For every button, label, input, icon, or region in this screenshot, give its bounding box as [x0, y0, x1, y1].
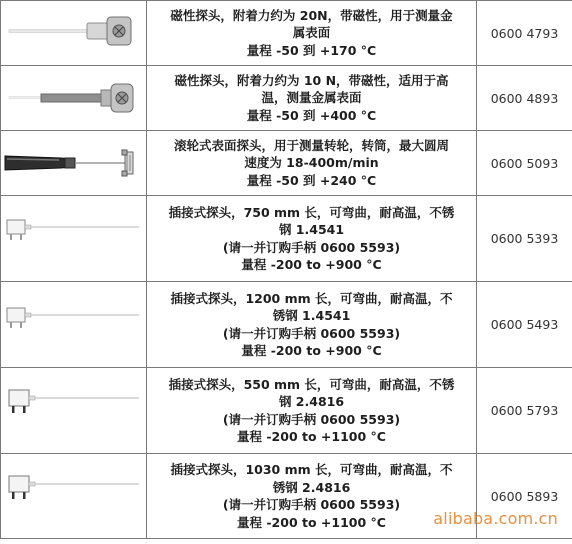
part-number: 0600 5393 — [477, 196, 572, 282]
description-cell — [147, 1, 477, 66]
part-number: 0600 5093 — [477, 131, 572, 196]
handle-order-note: (请一并订购手柄 0600 5593) — [222, 411, 401, 427]
table-row — [1, 1, 572, 66]
measurement-range: 量程 -200 to +1100 °C — [237, 429, 386, 444]
description-line: 插接式探头，550 mm 长，可弯曲，耐高温，不锈 — [168, 376, 455, 392]
description-line: 锈钢 2.4816 — [272, 479, 351, 495]
measurement-range: 量程 -200 to +900 °C — [241, 343, 382, 358]
table-row — [1, 282, 572, 368]
part-number: 0600 5893 — [477, 454, 572, 539]
description-line: 速度为 18-400m/min — [244, 155, 379, 171]
table-row — [1, 66, 572, 131]
part-number: 0600 4793 — [477, 1, 572, 66]
description-line: 属表面 — [292, 25, 331, 41]
magnetic-probe-icon — [1, 1, 146, 65]
plug-in-probe-icon — [1, 196, 146, 281]
plug-in-probe-icon — [1, 282, 146, 367]
description-line: 插接式探头，1200 mm 长，可弯曲，耐高温，不 — [170, 290, 453, 306]
description-cell — [147, 131, 477, 196]
description-line: 温，测量金属表面 — [261, 90, 362, 106]
plug-in-probe-icon — [1, 454, 146, 538]
probe-image-cell — [1, 368, 147, 454]
part-number: 0600 5493 — [477, 282, 572, 368]
probe-image-cell — [1, 1, 147, 66]
description-cell — [147, 368, 477, 454]
description-line: 插接式探头，750 mm 长，可弯曲，耐高温，不锈 — [168, 204, 455, 220]
description-line: 滚轮式表面探头，用于测量转轮，转筒，最大圆周 — [173, 137, 449, 153]
roller-surface-probe-icon — [1, 131, 146, 195]
measurement-range: 量程 -50 到 +170 °C — [246, 42, 377, 58]
description-line: 钢 2.4816 — [278, 394, 345, 409]
description-cell — [147, 454, 477, 539]
plug-in-probe-icon — [1, 368, 146, 453]
description-line: 磁性探头，附着力约为 20N，带磁性，用于测量金 — [170, 7, 453, 23]
description-cell — [147, 196, 477, 282]
handle-order-note: (请一并订购手柄 0600 5593) — [222, 239, 401, 255]
measurement-range: 量程 -50 到 +400 °C — [246, 107, 377, 123]
handle-order-note: (请一并订购手柄 0600 5593) — [222, 497, 401, 512]
table-row — [1, 131, 572, 196]
measurement-range: 量程 -200 to +900 °C — [241, 257, 382, 272]
description-line: 钢 1.4541 — [278, 222, 345, 237]
probe-image-cell — [1, 454, 147, 539]
part-number: 0600 4893 — [477, 66, 572, 131]
description-line: 锈钢 1.4541 — [272, 308, 351, 323]
table-row — [1, 196, 572, 282]
probe-image-cell — [1, 66, 147, 131]
probe-image-cell — [1, 196, 147, 282]
handle-order-note: (请一并订购手柄 0600 5593) — [222, 325, 401, 341]
probe-image-cell — [1, 282, 147, 368]
description-cell — [147, 282, 477, 368]
part-number: 0600 5793 — [477, 368, 572, 454]
measurement-range: 量程 -50 到 +240 °C — [246, 172, 377, 188]
probe-image-cell — [1, 131, 147, 196]
watermark: alibaba.com.cn — [433, 509, 558, 528]
description-cell — [147, 66, 477, 131]
table-row — [1, 368, 572, 454]
magnetic-probe-icon — [1, 66, 146, 130]
measurement-range: 量程 -200 to +1100 °C — [237, 514, 386, 530]
description-line: 磁性探头，附着力约为 10 N，带磁性，适用于高 — [174, 72, 449, 88]
description-line: 插接式探头，1030 mm 长，可弯曲，耐高温，不 — [170, 462, 453, 477]
